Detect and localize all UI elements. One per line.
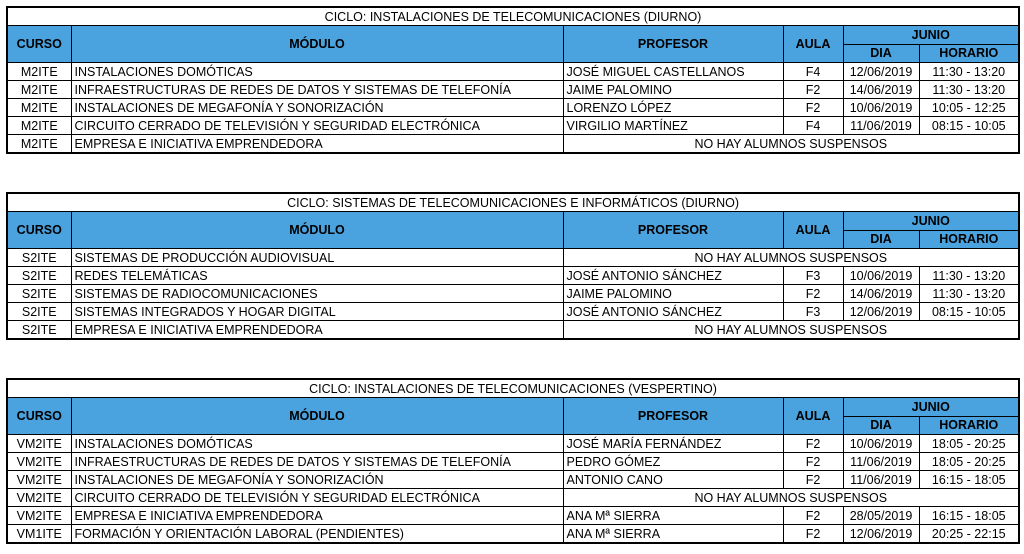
cell-modulo: EMPRESA E INICIATIVA EMPRENDEDORA: [71, 507, 563, 525]
header-horario: HORARIO: [919, 230, 1019, 249]
cell-dia: 10/06/2019: [843, 99, 919, 117]
cell-curso: M2ITE: [7, 81, 71, 99]
table-row: [7, 135, 1019, 154]
table-title: CICLO: INSTALACIONES DE TELECOMUNICACIONES (VESPERTINO): [7, 379, 1019, 398]
cell-horario: 18:05 - 20:25: [919, 435, 1019, 453]
cell-dia: 11/06/2019: [843, 453, 919, 471]
cell-aula: F2: [783, 507, 843, 525]
cell-horario: 10:05 - 12:25: [919, 99, 1019, 117]
cell-modulo: REDES TELEMÁTICAS: [71, 267, 563, 285]
cell-dia: 11/06/2019: [843, 117, 919, 135]
header-horario: HORARIO: [919, 44, 1019, 63]
cell-note: NO HAY ALUMNOS SUSPENSOS: [563, 489, 1019, 507]
schedule-table: [6, 192, 1020, 340]
cell-note: NO HAY ALUMNOS SUSPENSOS: [563, 321, 1019, 340]
cell-profesor: JOSÉ ANTONIO SÁNCHEZ: [563, 303, 783, 321]
cell-dia: 14/06/2019: [843, 285, 919, 303]
header-modulo: MÓDULO: [71, 398, 563, 435]
cell-modulo: EMPRESA E INICIATIVA EMPRENDEDORA: [71, 321, 563, 340]
cell-dia: 10/06/2019: [843, 435, 919, 453]
schedule-table: [6, 378, 1020, 544]
cell-horario: 11:30 - 13:20: [919, 267, 1019, 285]
table-row: [7, 471, 1019, 489]
cell-aula: F2: [783, 453, 843, 471]
cell-dia: 10/06/2019: [843, 267, 919, 285]
cell-profesor: JAIME PALOMINO: [563, 285, 783, 303]
cell-aula: F2: [783, 99, 843, 117]
cell-aula: F2: [783, 471, 843, 489]
cell-note: NO HAY ALUMNOS SUSPENSOS: [563, 135, 1019, 154]
cell-profesor: ANA Mª SIERRA: [563, 525, 783, 544]
cell-horario: 11:30 - 13:20: [919, 285, 1019, 303]
cell-curso: VM1ITE: [7, 525, 71, 544]
cell-aula: F3: [783, 303, 843, 321]
header-aula: AULA: [783, 212, 843, 249]
schedule-block-2: [6, 378, 1018, 544]
table-row: [7, 249, 1019, 267]
cell-curso: M2ITE: [7, 63, 71, 81]
cell-curso: VM2ITE: [7, 489, 71, 507]
table-row: [7, 267, 1019, 285]
cell-profesor: ANTONIO CANO: [563, 471, 783, 489]
header-aula: AULA: [783, 398, 843, 435]
cell-profesor: JOSÉ MARÍA FERNÁNDEZ: [563, 435, 783, 453]
header-horario: HORARIO: [919, 416, 1019, 435]
cell-curso: S2ITE: [7, 285, 71, 303]
schedule-block-0: [6, 6, 1018, 154]
cell-horario: 16:15 - 18:05: [919, 471, 1019, 489]
cell-dia: 11/06/2019: [843, 471, 919, 489]
cell-profesor: PEDRO GÓMEZ: [563, 453, 783, 471]
table-title: CICLO: SISTEMAS DE TELECOMUNICACIONES E INFORMÁTICOS (DIURNO): [7, 193, 1019, 212]
cell-horario: 11:30 - 13:20: [919, 81, 1019, 99]
cell-profesor: LORENZO LÓPEZ: [563, 99, 783, 117]
cell-curso: M2ITE: [7, 99, 71, 117]
cell-note: NO HAY ALUMNOS SUSPENSOS: [563, 249, 1019, 267]
header-curso: CURSO: [7, 398, 71, 435]
header-month: JUNIO: [843, 26, 1019, 45]
cell-modulo: INSTALACIONES DE MEGAFONÍA Y SONORIZACIÓN: [71, 471, 563, 489]
cell-curso: VM2ITE: [7, 507, 71, 525]
table-row: [7, 489, 1019, 507]
cell-profesor: JAIME PALOMINO: [563, 81, 783, 99]
header-profesor: PROFESOR: [563, 212, 783, 249]
cell-curso: M2ITE: [7, 117, 71, 135]
cell-curso: VM2ITE: [7, 471, 71, 489]
table-row: [7, 63, 1019, 81]
cell-curso: S2ITE: [7, 267, 71, 285]
table-row: [7, 81, 1019, 99]
header-modulo: MÓDULO: [71, 26, 563, 63]
cell-curso: S2ITE: [7, 321, 71, 340]
header-profesor: PROFESOR: [563, 398, 783, 435]
header-modulo: MÓDULO: [71, 212, 563, 249]
cell-curso: M2ITE: [7, 135, 71, 154]
cell-modulo: SISTEMAS DE RADIOCOMUNICACIONES: [71, 285, 563, 303]
cell-horario: 20:25 - 22:15: [919, 525, 1019, 544]
cell-modulo: INFRAESTRUCTURAS DE REDES DE DATOS Y SISTEMAS DE TELEFONÍA: [71, 81, 563, 99]
cell-horario: 08:15 - 10:05: [919, 117, 1019, 135]
cell-modulo: INSTALACIONES DE MEGAFONÍA Y SONORIZACIÓN: [71, 99, 563, 117]
header-curso: CURSO: [7, 212, 71, 249]
table-row: [7, 285, 1019, 303]
header-aula: AULA: [783, 26, 843, 63]
cell-curso: S2ITE: [7, 249, 71, 267]
cell-aula: F4: [783, 63, 843, 81]
table-row: [7, 525, 1019, 544]
cell-modulo: CIRCUITO CERRADO DE TELEVISIÓN Y SEGURIDAD ELECTRÓNICA: [71, 489, 563, 507]
cell-aula: F2: [783, 81, 843, 99]
cell-aula: F2: [783, 435, 843, 453]
cell-profesor: JOSÉ ANTONIO SÁNCHEZ: [563, 267, 783, 285]
cell-horario: 18:05 - 20:25: [919, 453, 1019, 471]
table-row: [7, 507, 1019, 525]
table-title: CICLO: INSTALACIONES DE TELECOMUNICACIONES (DIURNO): [7, 7, 1019, 26]
table-row: [7, 303, 1019, 321]
header-dia: DIA: [843, 44, 919, 63]
cell-profesor: ANA Mª SIERRA: [563, 507, 783, 525]
cell-horario: 08:15 - 10:05: [919, 303, 1019, 321]
cell-horario: 11:30 - 13:20: [919, 63, 1019, 81]
cell-dia: 12/06/2019: [843, 303, 919, 321]
cell-dia: 12/06/2019: [843, 63, 919, 81]
cell-profesor: VIRGILIO MARTÍNEZ: [563, 117, 783, 135]
cell-modulo: SISTEMAS INTEGRADOS Y HOGAR DIGITAL: [71, 303, 563, 321]
header-curso: CURSO: [7, 26, 71, 63]
cell-aula: F2: [783, 525, 843, 544]
cell-horario: 16:15 - 18:05: [919, 507, 1019, 525]
header-dia: DIA: [843, 230, 919, 249]
header-profesor: PROFESOR: [563, 26, 783, 63]
table-row: [7, 117, 1019, 135]
cell-dia: 14/06/2019: [843, 81, 919, 99]
table-row: [7, 453, 1019, 471]
table-row: [7, 435, 1019, 453]
schedule-table: [6, 6, 1020, 154]
cell-curso: VM2ITE: [7, 435, 71, 453]
cell-modulo: CIRCUITO CERRADO DE TELEVISIÓN Y SEGURIDAD ELECTRÓNICA: [71, 117, 563, 135]
cell-modulo: INSTALACIONES DOMÓTICAS: [71, 435, 563, 453]
table-row: [7, 321, 1019, 340]
cell-profesor: JOSÉ MIGUEL CASTELLANOS: [563, 63, 783, 81]
cell-dia: 12/06/2019: [843, 525, 919, 544]
cell-dia: 28/05/2019: [843, 507, 919, 525]
cell-aula: F4: [783, 117, 843, 135]
table-row: [7, 99, 1019, 117]
cell-modulo: EMPRESA E INICIATIVA EMPRENDEDORA: [71, 135, 563, 154]
cell-modulo: FORMACIÓN Y ORIENTACIÓN LABORAL (PENDIENTES): [71, 525, 563, 544]
schedule-block-1: [6, 192, 1018, 340]
header-month: JUNIO: [843, 398, 1019, 417]
cell-curso: S2ITE: [7, 303, 71, 321]
header-month: JUNIO: [843, 212, 1019, 231]
cell-modulo: SISTEMAS DE PRODUCCIÓN AUDIOVISUAL: [71, 249, 563, 267]
cell-aula: F3: [783, 267, 843, 285]
cell-aula: F2: [783, 285, 843, 303]
cell-modulo: INSTALACIONES DOMÓTICAS: [71, 63, 563, 81]
cell-curso: VM2ITE: [7, 453, 71, 471]
header-dia: DIA: [843, 416, 919, 435]
cell-modulo: INFRAESTRUCTURAS DE REDES DE DATOS Y SISTEMAS DE TELEFONÍA: [71, 453, 563, 471]
